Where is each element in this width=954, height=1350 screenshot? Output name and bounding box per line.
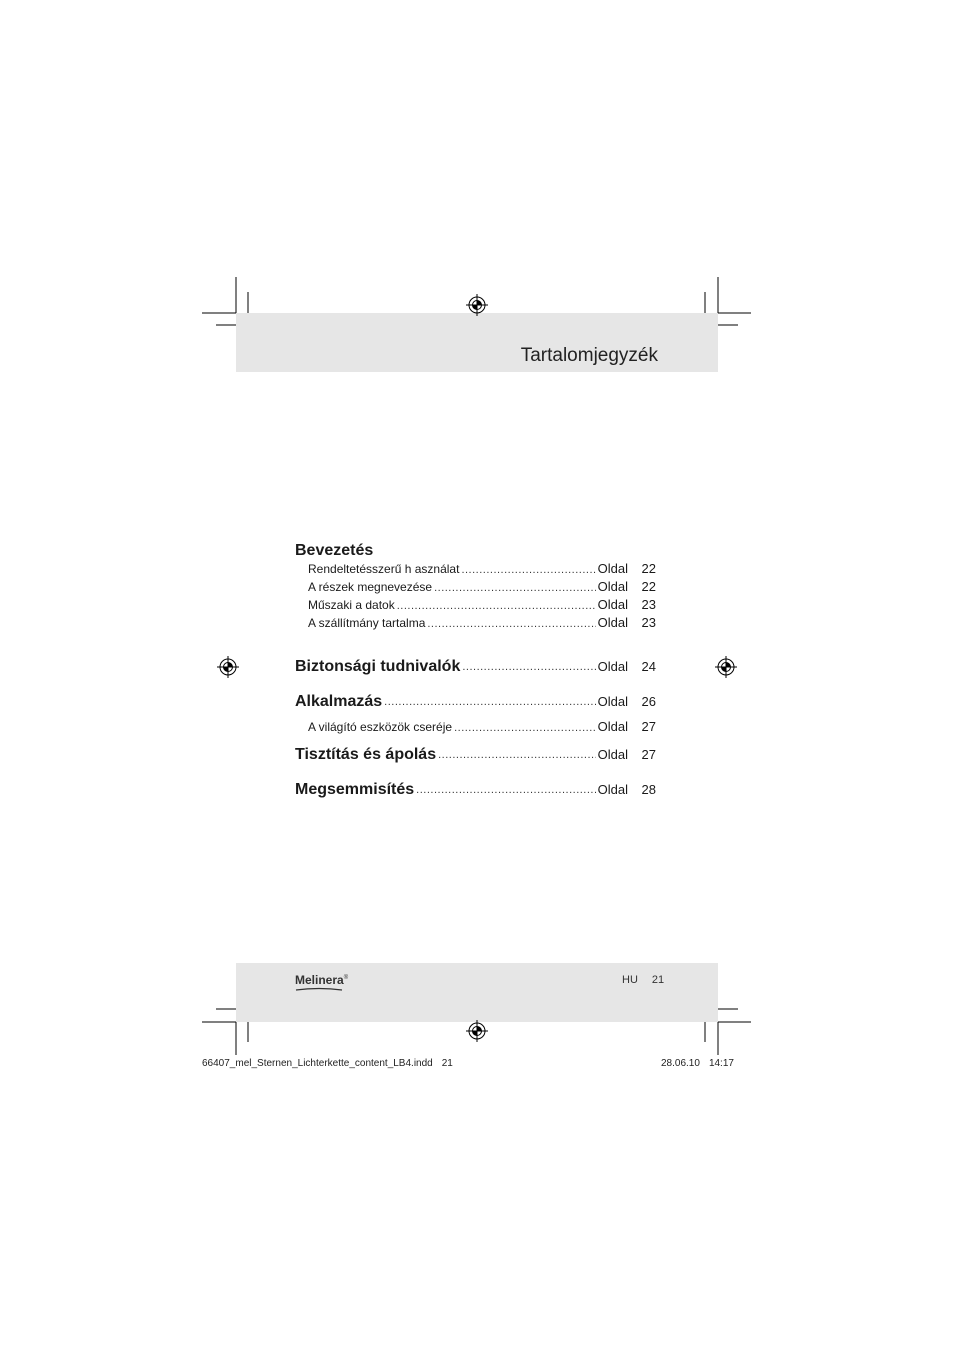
page-title: Tartalomjegyzék <box>520 345 658 366</box>
toc-section-alkalmazas <box>295 684 656 737</box>
toc-item-row[interactable] <box>295 719 656 737</box>
dot-leader <box>438 749 596 761</box>
dot-leader <box>416 784 595 796</box>
toc-heading: Tisztítás és ápolás <box>295 745 437 763</box>
toc-section-megsemmisites <box>295 772 656 807</box>
registration-mark-right-icon <box>715 656 737 678</box>
toc-heading: Bevezetés <box>295 542 374 559</box>
page-number: 26 <box>641 694 656 709</box>
language-code: HU <box>622 974 638 986</box>
slug-date: 28.06.10 <box>661 1058 700 1069</box>
dot-leader <box>427 618 595 630</box>
toc-item-label: A szállítmány tartalma <box>308 616 426 630</box>
page-word: Oldal <box>597 747 628 762</box>
toc-heading-row[interactable] <box>295 737 656 772</box>
toc-item-label: Rendeltetésszerű h asználat <box>308 562 460 576</box>
page-word: Oldal <box>597 782 628 797</box>
brand-name: Melinera <box>295 973 344 987</box>
slug-file-info <box>202 1058 453 1069</box>
dot-leader <box>434 582 596 594</box>
page-number: 24 <box>641 659 656 674</box>
page-word: Oldal <box>597 597 628 612</box>
registration-mark-top-icon <box>466 294 488 316</box>
toc-heading: Megsemmisítés <box>295 780 415 798</box>
toc-heading-row <box>295 541 656 561</box>
registration-mark-left-icon <box>217 656 239 678</box>
table-of-contents <box>295 541 656 807</box>
page-word: Oldal <box>597 659 628 674</box>
toc-item-row[interactable] <box>295 579 656 597</box>
brand-swoosh-icon <box>295 987 343 992</box>
dot-leader <box>462 661 595 673</box>
slug-page: 21 <box>441 1058 453 1069</box>
page-number-footer: 21 <box>651 974 665 986</box>
brand-logo <box>295 973 348 987</box>
toc-heading-row[interactable] <box>295 649 656 684</box>
page-word: Oldal <box>597 561 628 576</box>
dot-leader <box>461 564 595 576</box>
toc-item-label: A világító eszközök cseréje <box>308 720 453 734</box>
page-word: Oldal <box>597 719 628 734</box>
toc-heading: Alkalmazás <box>295 692 383 710</box>
toc-item-row[interactable] <box>295 597 656 615</box>
page-number: 22 <box>641 561 656 576</box>
dot-leader <box>397 600 596 612</box>
page-reference <box>622 974 664 986</box>
toc-section-tisztitas <box>295 737 656 772</box>
page-word: Oldal <box>597 694 628 709</box>
page-number: 23 <box>641 597 656 612</box>
page-number: 27 <box>641 747 656 762</box>
toc-item-row[interactable] <box>295 615 656 633</box>
toc-item-label: A részek megnevezése <box>308 580 433 594</box>
registration-mark-bottom-icon <box>466 1020 488 1042</box>
page-word: Oldal <box>597 579 628 594</box>
toc-heading-row[interactable] <box>295 684 656 719</box>
registered-mark: ® <box>343 975 349 981</box>
page-number: 22 <box>641 579 656 594</box>
dot-leader <box>384 696 595 708</box>
page-number: 28 <box>641 782 656 797</box>
dot-leader <box>454 722 596 734</box>
footer-band <box>236 963 718 1022</box>
toc-item-label: Műszaki a datok <box>308 598 395 612</box>
slug-filename: 66407_mel_Sternen_Lichterkette_content_LB4.indd <box>202 1058 433 1069</box>
toc-section-bevezetes <box>295 541 656 633</box>
page-number: 27 <box>641 719 656 734</box>
page-number: 23 <box>641 615 656 630</box>
toc-heading: Biztonsági tudnivalók <box>295 657 461 675</box>
slug-timestamp <box>661 1058 734 1069</box>
toc-section-biztonsagi <box>295 649 656 684</box>
toc-heading-row[interactable] <box>295 772 656 807</box>
slug-time: 14:17 <box>708 1058 734 1069</box>
page-word: Oldal <box>597 615 628 630</box>
toc-item-row[interactable] <box>295 561 656 579</box>
